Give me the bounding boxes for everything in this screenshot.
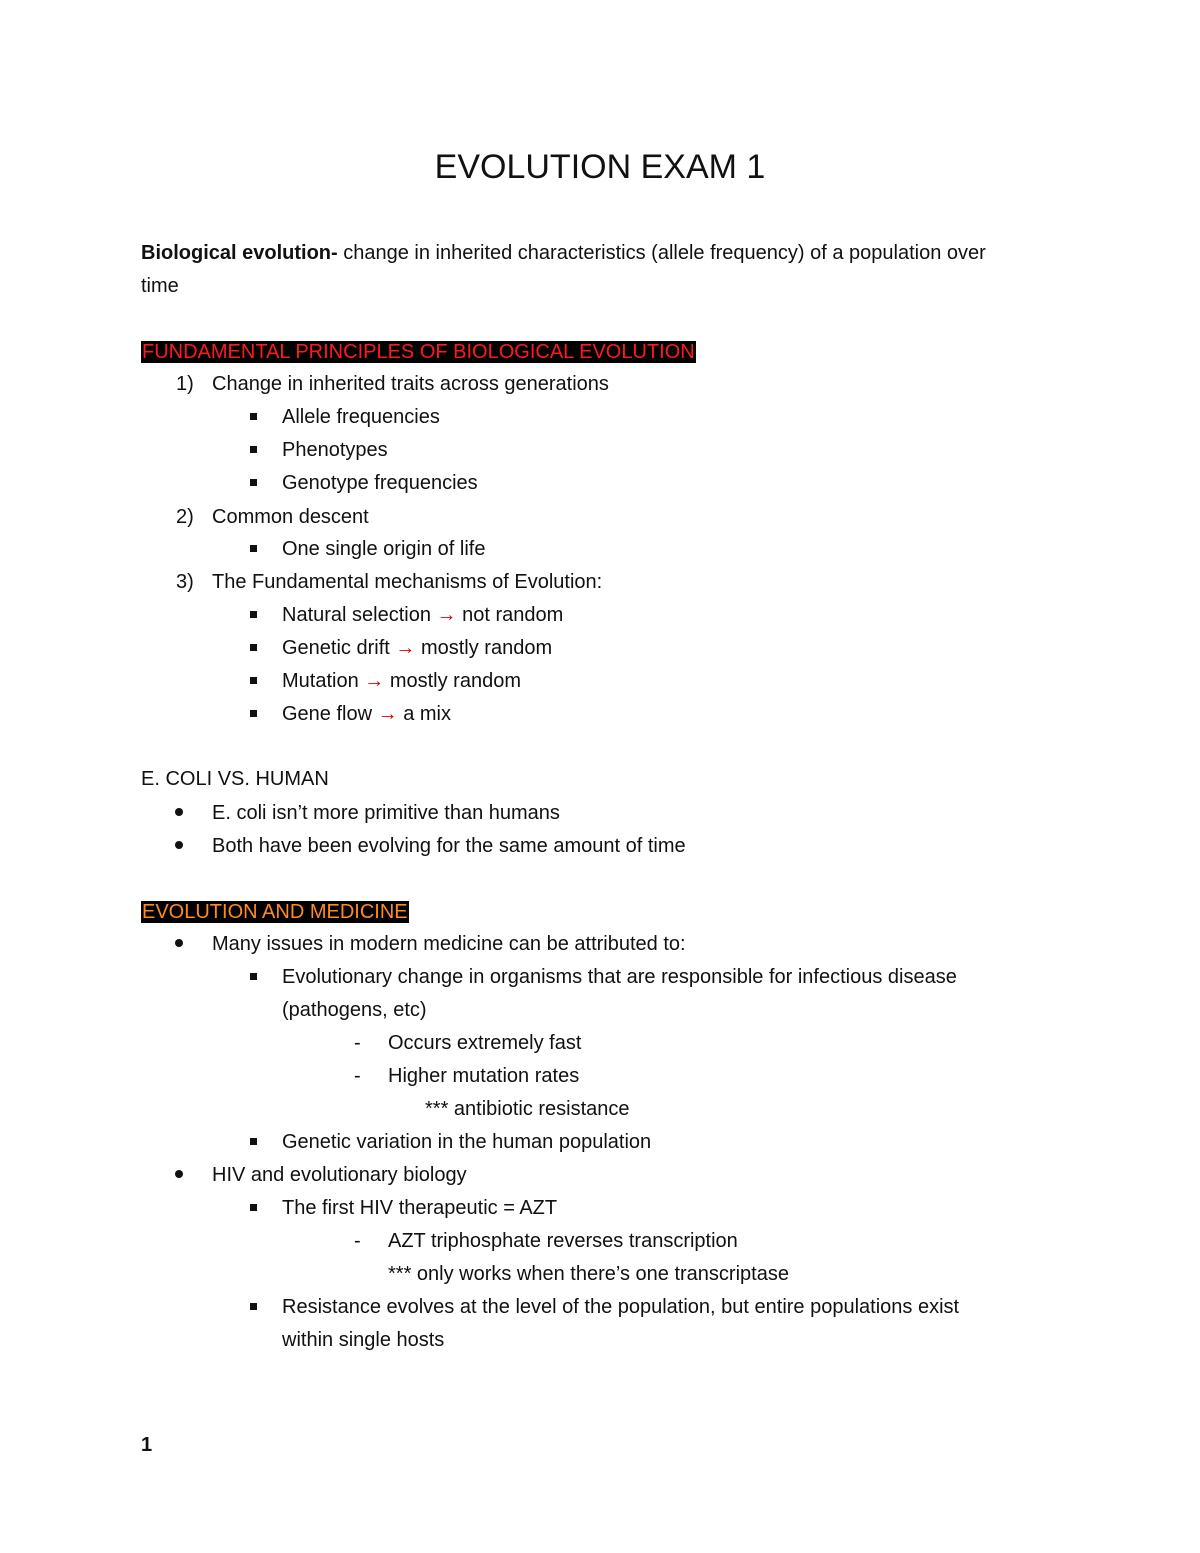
square-bullet-icon <box>250 437 257 463</box>
list-item: Common descent <box>212 506 369 528</box>
list-marker: 3) <box>176 571 194 593</box>
round-bullet-icon <box>175 1162 183 1188</box>
list-item: The Fundamental mechanisms of Evolution: <box>212 571 603 593</box>
definition-text: change in inherited characteristics (allele frequency) of a population over <box>337 242 986 264</box>
sub-list-item-cont: within single hosts <box>282 1329 445 1351</box>
section-heading-ecoli: E. COLI VS. HUMAN <box>141 768 329 790</box>
arrow-right-icon: → <box>364 670 385 692</box>
square-bullet-icon <box>250 964 257 990</box>
square-bullet-icon <box>250 470 257 496</box>
square-bullet-icon <box>250 635 257 661</box>
dash-item: Occurs extremely fast <box>388 1032 582 1054</box>
square-bullet-icon <box>250 1129 257 1155</box>
sub-list-item: Mutation → mostly random <box>282 670 521 692</box>
square-bullet-icon <box>250 404 257 430</box>
sub-list-item: Genotype frequencies <box>282 472 478 494</box>
note-text: *** antibiotic resistance <box>425 1098 630 1120</box>
list-item: Both have been evolving for the same amount of time <box>212 835 686 857</box>
sub-list-item: One single origin of life <box>282 538 486 560</box>
page-title: EVOLUTION EXAM 1 <box>434 148 766 186</box>
sub-list-item: Natural selection → not random <box>282 604 564 626</box>
list-item: Change in inherited traits across generations <box>212 373 609 395</box>
square-bullet-icon <box>250 668 257 694</box>
sub-list-item: Genetic drift → mostly random <box>282 637 553 659</box>
dash-marker: - <box>354 1065 361 1087</box>
square-bullet-icon <box>250 1195 257 1221</box>
list-marker: 1) <box>176 373 194 395</box>
sub-list-item-cont: (pathogens, etc) <box>282 999 427 1021</box>
square-bullet-icon <box>250 1294 257 1320</box>
sub-list-item: Gene flow → a mix <box>282 703 451 725</box>
section-heading-medicine <box>141 899 409 925</box>
round-bullet-icon <box>175 833 183 859</box>
definition-line <box>141 240 986 266</box>
page-number: 1 <box>141 1434 153 1456</box>
note-text: *** only works when there’s one transcriptase <box>388 1263 789 1285</box>
square-bullet-icon <box>250 536 257 562</box>
arrow-right-icon: → <box>395 637 416 659</box>
section-heading-fundamental <box>141 339 696 365</box>
dash-item: AZT triphosphate reverses transcription <box>388 1230 738 1252</box>
list-marker: 2) <box>176 506 194 528</box>
sub-list-item: Genetic variation in the human population <box>282 1131 652 1153</box>
sub-list-item: Phenotypes <box>282 439 388 461</box>
definition-term: Biological evolution- <box>141 242 338 264</box>
list-item: E. coli isn’t more primitive than humans <box>212 802 560 824</box>
round-bullet-icon <box>175 931 183 957</box>
round-bullet-icon <box>175 800 183 826</box>
sub-list-item: The first HIV therapeutic = AZT <box>282 1197 558 1219</box>
sub-list-item: Resistance evolves at the level of the population, but entire populations exist <box>282 1296 960 1318</box>
highlighted-heading-text: FUNDAMENTAL PRINCIPLES OF BIOLOGICAL EVOLUTION <box>142 341 695 363</box>
dash-marker: - <box>354 1230 361 1252</box>
sub-list-item: Evolutionary change in organisms that are responsible for infectious disease <box>282 966 957 988</box>
arrow-right-icon: → <box>377 703 398 725</box>
definition-text-cont: time <box>141 275 179 297</box>
list-item: Many issues in modern medicine can be attributed to: <box>212 933 686 955</box>
square-bullet-icon <box>250 701 257 727</box>
arrow-right-icon: → <box>436 604 457 626</box>
dash-marker: - <box>354 1032 361 1054</box>
square-bullet-icon <box>250 602 257 628</box>
dash-item: Higher mutation rates <box>388 1065 580 1087</box>
list-item: HIV and evolutionary biology <box>212 1164 467 1186</box>
sub-list-item: Allele frequencies <box>282 406 440 428</box>
highlighted-heading-text: EVOLUTION AND MEDICINE <box>142 901 408 923</box>
